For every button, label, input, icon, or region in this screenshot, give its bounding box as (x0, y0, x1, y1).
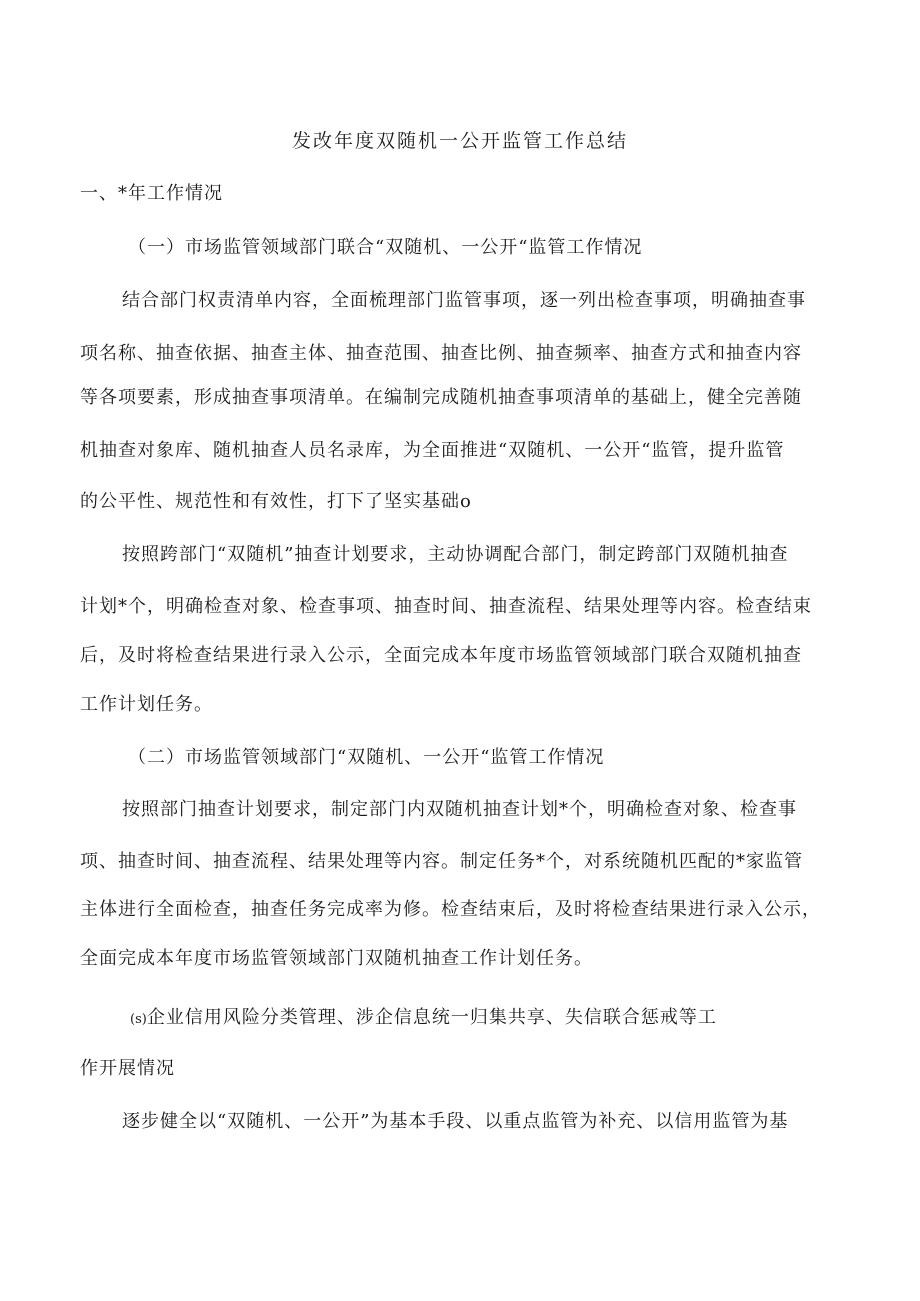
paragraph-1-line-3: 等各项要素，形成抽查事项清单。在编制完成随机抽查事项清单的基础上，健全完善随 (80, 387, 802, 408)
section-heading-1: 一、*年工作情况 (80, 183, 223, 204)
subsection-3-text: 企业信用风险分类管理、涉企信息统一归集共享、失信联合惩戒等工 (146, 1007, 717, 1028)
subsection-heading-2: （二）市场监管领域部门“双随机、一公开“监管工作情况 (128, 747, 605, 768)
subsection-3-marker: (s) (130, 1012, 147, 1027)
paragraph-3-line-2: 项、抽查时间、抽查流程、结果处理等内容。制定任务*个，对系统随机匹配的*家监管 (80, 851, 803, 872)
subsection-heading-3 (130, 1003, 717, 1035)
paragraph-1-line-2: 项名称、抽查依据、抽查主体、抽查范围、抽查比例、抽查频率、抽查方式和抽查内容 (80, 343, 802, 364)
subsection-heading-1: （一）市场监管领域部门联合“双随机、一公开“监管工作情况 (128, 237, 643, 258)
paragraph-1-line-5: 的公平性、规范性和有效性，打下了坚实基础o (80, 491, 472, 512)
paragraph-1-line-1: 结合部门权责清单内容，全面梳理部门监管事项，逐一列出检查事项，明确抽查事 (122, 290, 806, 311)
paragraph-3-line-1: 按照部门抽查计划要求，制定部门内双随机抽查计划*个，明确检查对象、检查事 (122, 799, 797, 820)
paragraph-2-line-3: 后，及时将检查结果进行录入公示，全面完成本年度市场监管领域部门联合双随机抽查 (80, 645, 802, 666)
paragraph-4-line-1: 逐步健全以“双随机、一公开”为基本手段、以重点监管为补充、以信用监管为基 (122, 1111, 789, 1132)
paragraph-2-line-4: 工作计划任务。 (80, 694, 213, 715)
paragraph-1-line-4: 机抽查对象库、随机抽查人员名录库，为全面推进“双随机、一公开“监管，提升监管 (80, 440, 785, 461)
subsection-heading-3-continued: 作开展情况 (80, 1058, 175, 1079)
paragraph-2-line-2: 计划*个，明确检查对象、检查事项、抽查时间、抽查流程、结果处理等内容。检查结束 (80, 596, 812, 617)
paragraph-3-line-3: 主体进行全面检查，抽查任务完成率为修。检查结束后，及时将检查结果进行录入公示， (80, 899, 821, 920)
paragraph-3-line-4: 全面完成本年度市场监管领域部门双随机抽查工作计划任务。 (80, 948, 593, 969)
document-title: 发改年度双随机一公开监管工作总结 (291, 130, 628, 152)
paragraph-2-line-1: 按照跨部门“双随机”抽查计划要求，主动协调配合部门，制定跨部门双随机抽查 (122, 544, 789, 565)
